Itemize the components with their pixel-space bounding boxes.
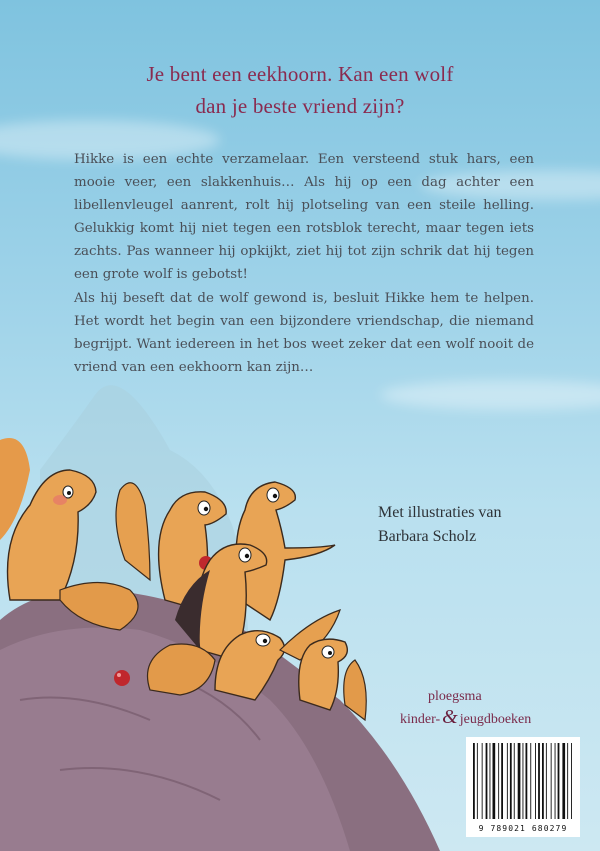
ampersand-icon: & — [442, 706, 458, 728]
blurb-paragraph-2: Als hij beseft dat de wolf gewond is, besluit Hikke hem te helpen. Het wordt het begin van een bijzondere vriendschap, die niemand begrijpt. Want iedereen in het bos weet zeker dat een wolf nooit de vriend van een eekhoorn kan zijn… — [74, 290, 534, 375]
barcode-bar — [490, 743, 491, 819]
blurb-paragraph-1: Hikke is een echte verzamelaar. Een versteend stuk hars, een mooie veer, een slakkenhuis… Als hij op een dag achter een libellenvleugel aanrent, rolt hij plotseling van een steile helling. Gelukkig komt hij niet tegen een rotsblok terecht, maar tegen iets zachts. Pas wanneer hij opkijkt, ziet hij tot zijn schrik dat hij tegen een grote wolf is gebotst! — [74, 152, 534, 283]
barcode-bar — [535, 743, 536, 819]
publisher-imprint — [400, 707, 531, 730]
barcode-bar — [562, 743, 565, 819]
barcode-bar — [473, 743, 475, 819]
barcode-bar — [498, 743, 499, 819]
barcode-bar — [558, 743, 560, 819]
publisher-logo — [400, 687, 531, 730]
barcode-bar — [555, 743, 556, 819]
barcode-number: 9 789021 680279 — [478, 824, 568, 833]
barcode-bar — [493, 743, 496, 819]
credit-line-1: Met illustraties van — [378, 504, 502, 521]
barcode-bar — [530, 743, 531, 819]
barcode-bar — [514, 743, 515, 819]
credit-line-2: Barbara Scholz — [378, 528, 477, 545]
barcode-bar — [546, 743, 547, 819]
barcode-bar — [518, 743, 521, 819]
publisher-name: ploegsma — [428, 689, 482, 704]
headline-line-2: dan je beste vriend zijn? — [195, 94, 405, 118]
barcode-bar — [551, 743, 552, 819]
barcode-bar — [482, 743, 483, 819]
barcode-bar — [501, 743, 503, 819]
barcode-bar — [526, 743, 528, 819]
barcode-bar — [538, 743, 540, 819]
barcode-bar — [510, 743, 512, 819]
barcode-bar — [567, 743, 568, 819]
barcode-bar — [507, 743, 508, 819]
headline-line-1: Je bent een eekhoorn. Kan een wolf — [146, 62, 454, 86]
illustrator-credit — [378, 501, 578, 549]
isbn-barcode — [466, 737, 580, 837]
barcode-bars — [473, 743, 573, 819]
barcode-bar — [523, 743, 524, 819]
barcode-bar — [571, 743, 572, 819]
barcode-bar — [542, 743, 544, 819]
publisher-imprint-left: kinder- — [400, 712, 441, 727]
headline — [0, 58, 600, 122]
blurb-text — [74, 148, 534, 379]
barcode-bar — [486, 743, 488, 819]
barcode-bar — [477, 743, 478, 819]
publisher-imprint-right: jeugdboeken — [459, 712, 532, 727]
